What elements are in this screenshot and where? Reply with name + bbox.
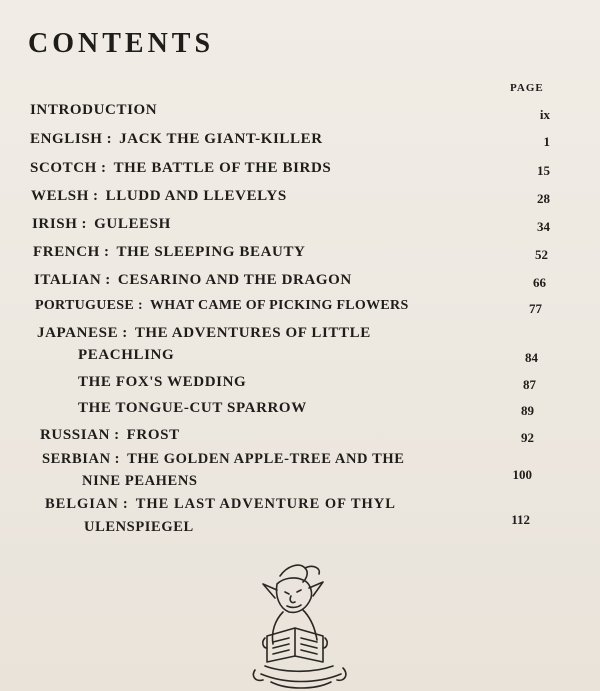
toc-page-number: 100 (512, 467, 532, 482)
toc-page-number: 112 (511, 512, 530, 527)
toc-story-title: JACK THE GIANT-KILLER (119, 131, 323, 147)
toc-nation: FRENCH (33, 244, 100, 260)
toc-story-title: THE BATTLE OF THE BIRDS (113, 160, 332, 176)
toc-page-number: 52 (535, 247, 548, 262)
toc-page-number: 84 (525, 350, 538, 365)
toc-separator: : (137, 298, 143, 313)
toc-entry-russian (40, 427, 180, 444)
toc-nation: BELGIAN (45, 496, 119, 512)
toc-story-title-continued: PEACHLING (78, 347, 175, 363)
toc-entry-irish (32, 216, 171, 233)
toc-story-title: THE ADVENTURES OF LITTLE (134, 325, 371, 341)
toc-nation: IRISH (32, 216, 78, 232)
page-title: CONTENTS (28, 28, 215, 59)
toc-page-number: ix (539, 107, 550, 122)
toc-nation: SCOTCH (30, 160, 97, 176)
toc-separator: : (122, 325, 128, 341)
toc-separator: : (114, 427, 120, 443)
toc-separator: : (81, 216, 88, 232)
toc-story-title: THE SLEEPING BEAUTY (116, 244, 306, 260)
toc-page-number: 89 (521, 403, 534, 418)
toc-entry-belgian (45, 496, 396, 513)
toc-entry-italian (34, 272, 352, 289)
toc-entry-japanese (37, 325, 371, 342)
toc-entry-serbian (42, 451, 405, 468)
toc-separator: : (122, 496, 129, 512)
toc-story-title: GULEESH (94, 216, 171, 232)
toc-separator: : (93, 188, 99, 204)
toc-entry-scotch (30, 160, 331, 177)
toc-story-title-continued: ULENSPIEGEL (84, 519, 194, 535)
toc-story-title: THE FOX'S WEDDING (78, 374, 247, 390)
toc-nation: INTRODUCTION (30, 102, 158, 118)
toc-nation: ITALIAN (34, 272, 102, 288)
toc-nation: SERBIAN (42, 451, 111, 467)
toc-entry-french (33, 244, 306, 261)
toc-separator: : (103, 244, 110, 260)
toc-story-title: WHAT CAME OF PICKING FLOWERS (149, 298, 409, 313)
toc-story-title: LLUDD AND LLEVELYS (105, 188, 287, 204)
toc-page-number: 34 (537, 219, 550, 234)
toc-entry-welsh (31, 188, 287, 205)
toc-story-title: FROST (126, 427, 180, 443)
toc-page-number: 92 (521, 430, 534, 445)
toc-story-title: THE TONGUE-CUT SPARROW (78, 400, 307, 416)
toc-separator: : (106, 131, 113, 147)
elf-reading-illustration (225, 562, 375, 691)
toc-story-title: CESARINO AND THE DRAGON (117, 272, 352, 288)
toc-entry-introduction (30, 102, 157, 119)
toc-story-title-continued: NINE PEAHENS (82, 473, 198, 489)
toc-page-number: 66 (533, 275, 546, 290)
toc-nation: PORTUGUESE (35, 298, 134, 313)
toc-nation: ENGLISH (30, 131, 103, 147)
toc-nation: JAPANESE (37, 325, 119, 341)
toc-entry-english (30, 131, 323, 148)
toc-page-number: 77 (529, 301, 542, 316)
toc-entry-foxs-wedding (78, 374, 246, 391)
toc-page-number: 15 (537, 163, 550, 178)
toc-entry-tongue-cut-sparrow (78, 400, 307, 417)
toc-separator: : (100, 160, 107, 176)
toc-separator: : (105, 272, 111, 288)
toc-nation: WELSH (31, 188, 90, 204)
page-column-label: PAGE (510, 82, 544, 94)
toc-page-number: 1 (543, 134, 550, 149)
toc-story-title: THE GOLDEN APPLE-TREE AND THE (127, 451, 405, 467)
toc-page-number: 28 (537, 191, 550, 206)
toc-entry-portuguese (35, 298, 409, 314)
toc-page-number: 87 (523, 377, 536, 392)
toc-nation: RUSSIAN (40, 427, 111, 443)
toc-separator: : (114, 451, 121, 467)
toc-story-title: THE LAST ADVENTURE OF THYL (135, 496, 396, 512)
